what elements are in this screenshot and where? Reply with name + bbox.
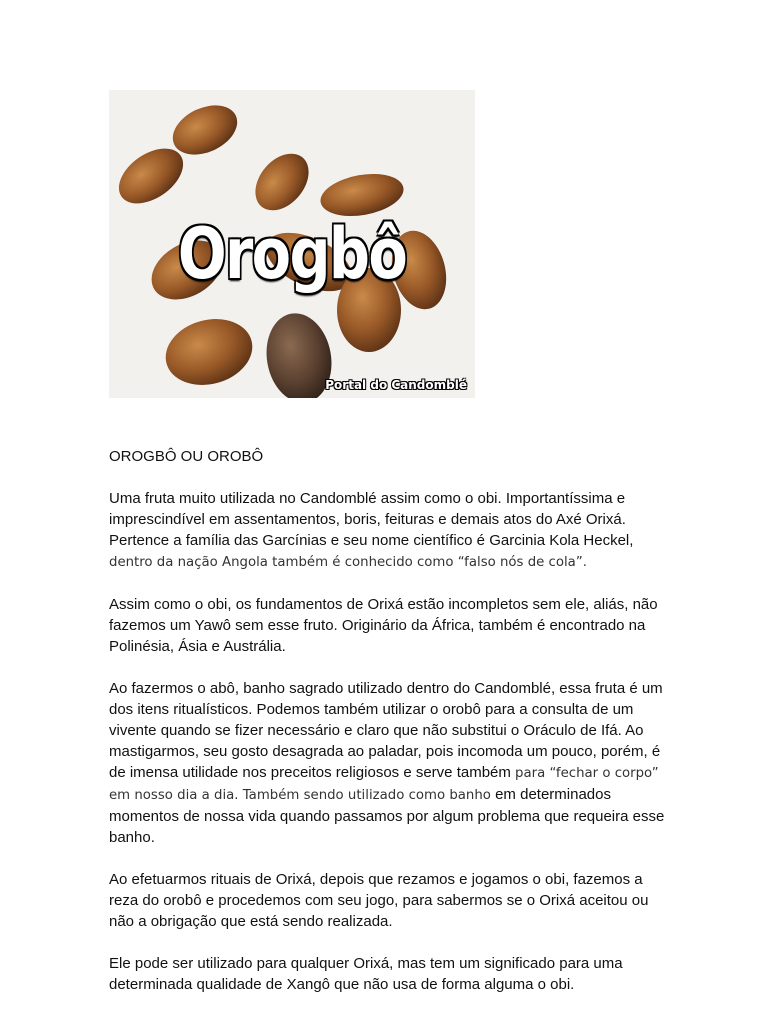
paragraph-3-alt-text: para “fechar o corpo” em nosso dia a dia. Também sendo utilizado como banho xyxy=(109,766,659,803)
paragraph-2 xyxy=(109,594,669,657)
paragraph-1-alt-text: dentro da nação Angola também é conhecido como “falso nós de cola”. xyxy=(109,555,587,570)
paragraph-3-text: Ao fazermos o abô, banho sagrado utilizado dentro do Candomblé, essa fruta é um dos itens ritualísticos. Podemos também utilizar o orobô para a consulta de um vivente quando se fizer necessário e claro que não substitui o Oráculo de Ifá. Ao mastigarmos, seu gosto desagrada ao paladar, pois incomoda um pouco, porém, é de imensa utilidade nos preceitos religiosos e serve também xyxy=(109,680,663,781)
paragraph-4-text: Ao efetuarmos rituais de Orixá, depois que rezamos e jogamos o obi, fazemos a reza do orobô e procedemos com seu jogo, para sabermos se o Orixá aceitou ou não a obrigação que está sendo realizada. xyxy=(109,871,649,930)
orogbo-photo xyxy=(109,90,475,398)
article-body xyxy=(109,446,669,1016)
paragraph-3-text-after: em determinados momentos de nossa vida quando passamos por algum problema que requeira esse banho. xyxy=(109,786,665,846)
paragraph-5-text: Ele pode ser utilizado para qualquer Orixá, mas tem um significado para uma determinada qualidade de Xangô que não usa de forma alguma o obi. xyxy=(109,955,623,993)
photo-watermark: Portal do Candomblé xyxy=(325,378,467,392)
paragraph-3 xyxy=(109,678,669,848)
paragraph-2-text: Assim como o obi, os fundamentos de Orixá estão incompletos sem ele, aliás, não fazemos um Yawô sem esse fruto. Originário da África, também é encontrado na Polinésia, Ásia e Austrália. xyxy=(109,596,658,655)
paragraph-1 xyxy=(109,488,669,573)
paragraph-1-text: Uma fruta muito utilizada no Candomblé assim como o obi. Importantíssima e imprescindível em assentamentos, boris, feituras e demais atos do Axé Orixá. Pertence a família das Garcínias e seu nome científico é Garcinia Kola Heckel, xyxy=(109,490,634,549)
paragraph-4 xyxy=(109,869,669,932)
photo-title: Orogbô xyxy=(177,213,407,295)
paragraph-5 xyxy=(109,953,669,995)
article-heading: OROGBÔ OU OROBÔ xyxy=(109,448,264,465)
